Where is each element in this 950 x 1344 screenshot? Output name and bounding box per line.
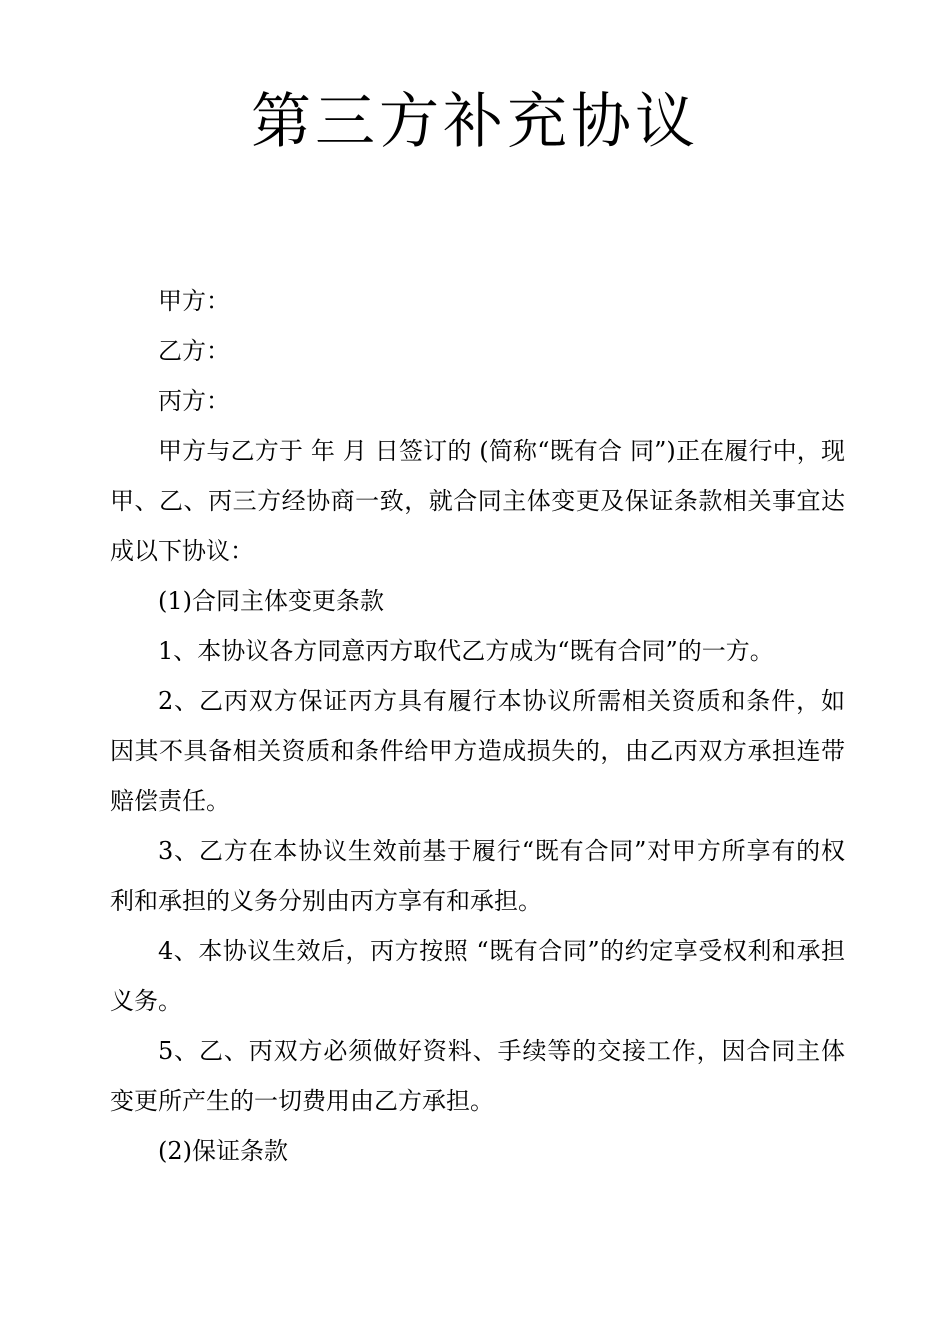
clause-5: 5、乙、丙双方必须做好资料、手续等的交接工作，因合同主体变更所产生的一切费用由乙方承担。 bbox=[110, 1037, 845, 1115]
document-body bbox=[110, 276, 845, 1176]
clause-2: 2、乙丙双方保证丙方具有履行本协议所需相关资质和条件，如因其不具备相关资质和条件给甲方造成损失的，由乙丙双方承担连带赔偿责任。 bbox=[110, 687, 845, 815]
section-2-heading: (2)保证条款 bbox=[158, 1137, 288, 1165]
document-title: 第三方补充协议 bbox=[251, 87, 699, 157]
party-a-line: 甲方： bbox=[158, 287, 230, 315]
intro-paragraph: 甲方与乙方于 年 月 日签订的 (简称“既有合 同”)正在履行中，现甲、乙、丙三方经协商一致，就合同主体变更及保证条款相关事宜达成以下协议： bbox=[110, 437, 845, 565]
clause-1: 1、本协议各方同意丙方取代乙方成为“既有合同”的一方。 bbox=[158, 637, 774, 665]
party-c-line: 丙方： bbox=[158, 387, 230, 415]
clause-4: 4、本协议生效后，丙方按照 “既有合同”的约定享受权利和承担义务。 bbox=[110, 937, 845, 1015]
clause-3: 3、乙方在本协议生效前基于履行“既有合同”对甲方所享有的权利和承担的义务分别由丙方享有和承担。 bbox=[110, 837, 845, 915]
party-b-line: 乙方： bbox=[158, 337, 230, 365]
section-1-heading: (1)合同主体变更条款 bbox=[158, 587, 384, 615]
